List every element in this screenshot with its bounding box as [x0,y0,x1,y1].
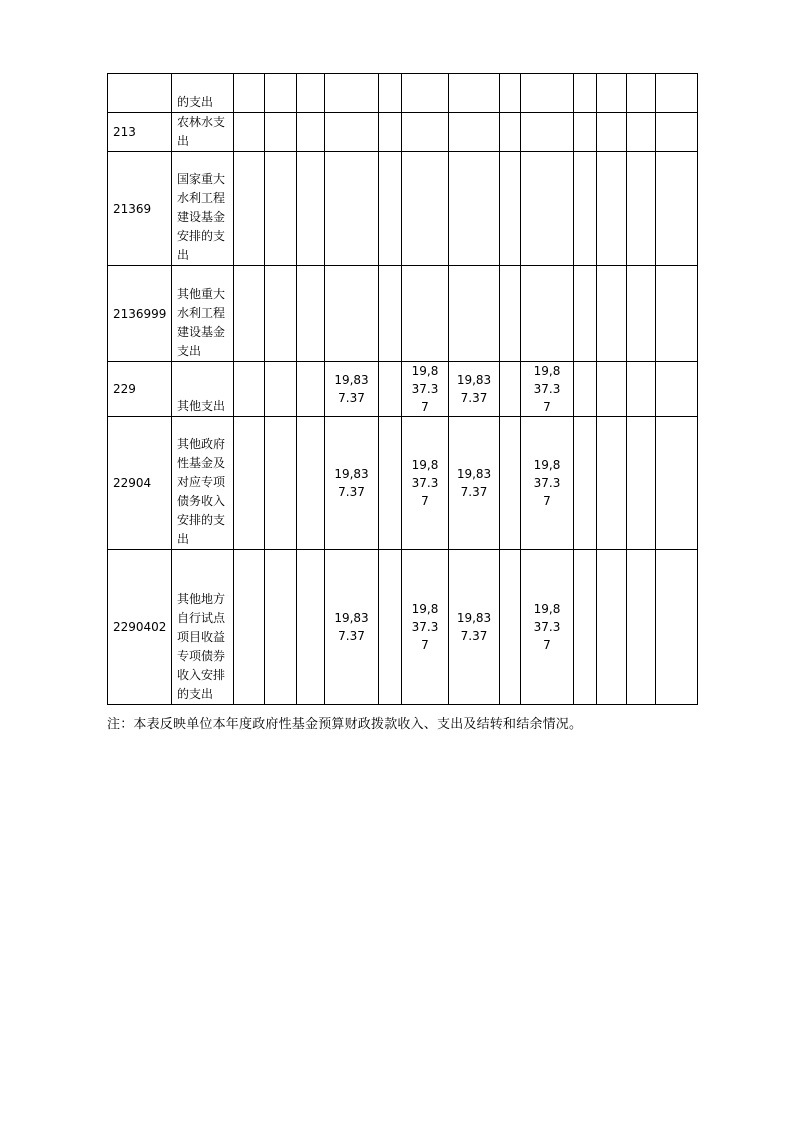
value-cell [379,362,402,417]
value-cell [379,266,402,362]
value-cell: 19,83 7.37 [325,417,379,550]
value-cell [297,152,325,266]
value-cell: 19,8 37.3 7 [402,417,449,550]
value-cell [521,113,574,152]
value-cell [265,113,297,152]
value-cell: 19,8 37.3 7 [402,362,449,417]
value-cell [379,417,402,550]
subject-code-cell: 229 [108,362,172,417]
table-row [108,74,698,113]
value-cell [297,550,325,705]
value-cell [379,550,402,705]
value-cell [627,550,656,705]
subject-name-cell: 其他重大水利工程建设基金支出 [172,266,234,362]
subject-name-cell: 农林水支出 [172,113,234,152]
value-cell [500,113,521,152]
value-cell: 19,83 7.37 [449,417,500,550]
value-cell [449,266,500,362]
value-cell [574,152,597,266]
value-cell [265,266,297,362]
value-cell [234,152,265,266]
value-cell [574,417,597,550]
table-footnote: 注：本表反映单位本年度政府性基金预算财政拨款收入、支出及结转和结余情况。 [107,717,583,732]
value-cell [656,550,698,705]
value-cell [449,74,500,113]
value-cell [234,266,265,362]
value-cell: 19,83 7.37 [325,362,379,417]
subject-code-cell: 213 [108,113,172,152]
table-row [108,362,698,417]
value-cell: 19,8 37.3 7 [521,362,574,417]
table-row [108,266,698,362]
value-cell [297,266,325,362]
value-cell [379,152,402,266]
value-cell [627,417,656,550]
value-cell [627,152,656,266]
value-cell [234,362,265,417]
subject-name-cell: 其他地方自行试点项目收益专项债券收入安排的支出 [172,550,234,705]
value-cell [265,417,297,550]
value-cell [500,74,521,113]
value-cell [574,113,597,152]
value-cell: 19,83 7.37 [449,550,500,705]
value-cell: 19,8 37.3 7 [402,550,449,705]
value-cell [234,417,265,550]
value-cell [521,266,574,362]
value-cell [500,152,521,266]
value-cell [574,266,597,362]
value-cell [297,113,325,152]
table-body [108,74,698,705]
value-cell [500,362,521,417]
value-cell [265,152,297,266]
subject-name-cell: 其他支出 [172,362,234,417]
value-cell [402,152,449,266]
value-cell [449,152,500,266]
table-row [108,152,698,266]
value-cell [402,113,449,152]
value-cell [500,550,521,705]
value-cell [627,113,656,152]
value-cell [597,74,627,113]
subject-name-cell: 的支出 [172,74,234,113]
value-cell [265,74,297,113]
table-row [108,417,698,550]
value-cell [656,266,698,362]
value-cell [656,362,698,417]
value-cell [627,74,656,113]
value-cell: 19,8 37.3 7 [521,550,574,705]
value-cell [500,266,521,362]
value-cell [325,152,379,266]
value-cell [574,362,597,417]
value-cell [656,417,698,550]
value-cell [627,362,656,417]
value-cell [325,74,379,113]
value-cell [597,152,627,266]
value-cell [234,113,265,152]
fund-budget-table [107,73,698,705]
value-cell [379,113,402,152]
value-cell [234,74,265,113]
value-cell [402,266,449,362]
subject-name-cell: 国家重大水利工程建设基金安排的支出 [172,152,234,266]
value-cell [325,266,379,362]
value-cell: 19,8 37.3 7 [521,417,574,550]
subject-code-cell: 2290402 [108,550,172,705]
value-cell [597,550,627,705]
subject-code-cell: 2136999 [108,266,172,362]
value-cell [521,74,574,113]
value-cell [656,152,698,266]
value-cell [656,113,698,152]
value-cell [379,74,402,113]
value-cell [325,113,379,152]
value-cell [297,74,325,113]
value-cell [265,550,297,705]
value-cell [265,362,297,417]
value-cell [597,113,627,152]
value-cell [402,74,449,113]
subject-code-cell: 22904 [108,417,172,550]
table-row [108,113,698,152]
value-cell [597,417,627,550]
table-row [108,550,698,705]
value-cell [574,74,597,113]
value-cell [449,113,500,152]
value-cell [297,417,325,550]
value-cell [597,266,627,362]
value-cell [627,266,656,362]
value-cell [521,152,574,266]
value-cell: 19,83 7.37 [449,362,500,417]
value-cell: 19,83 7.37 [325,550,379,705]
subject-code-cell [108,74,172,113]
subject-code-cell: 21369 [108,152,172,266]
value-cell [574,550,597,705]
value-cell [656,74,698,113]
value-cell [500,417,521,550]
value-cell [234,550,265,705]
subject-name-cell: 其他政府性基金及对应专项债务收入安排的支出 [172,417,234,550]
value-cell [597,362,627,417]
value-cell [297,362,325,417]
